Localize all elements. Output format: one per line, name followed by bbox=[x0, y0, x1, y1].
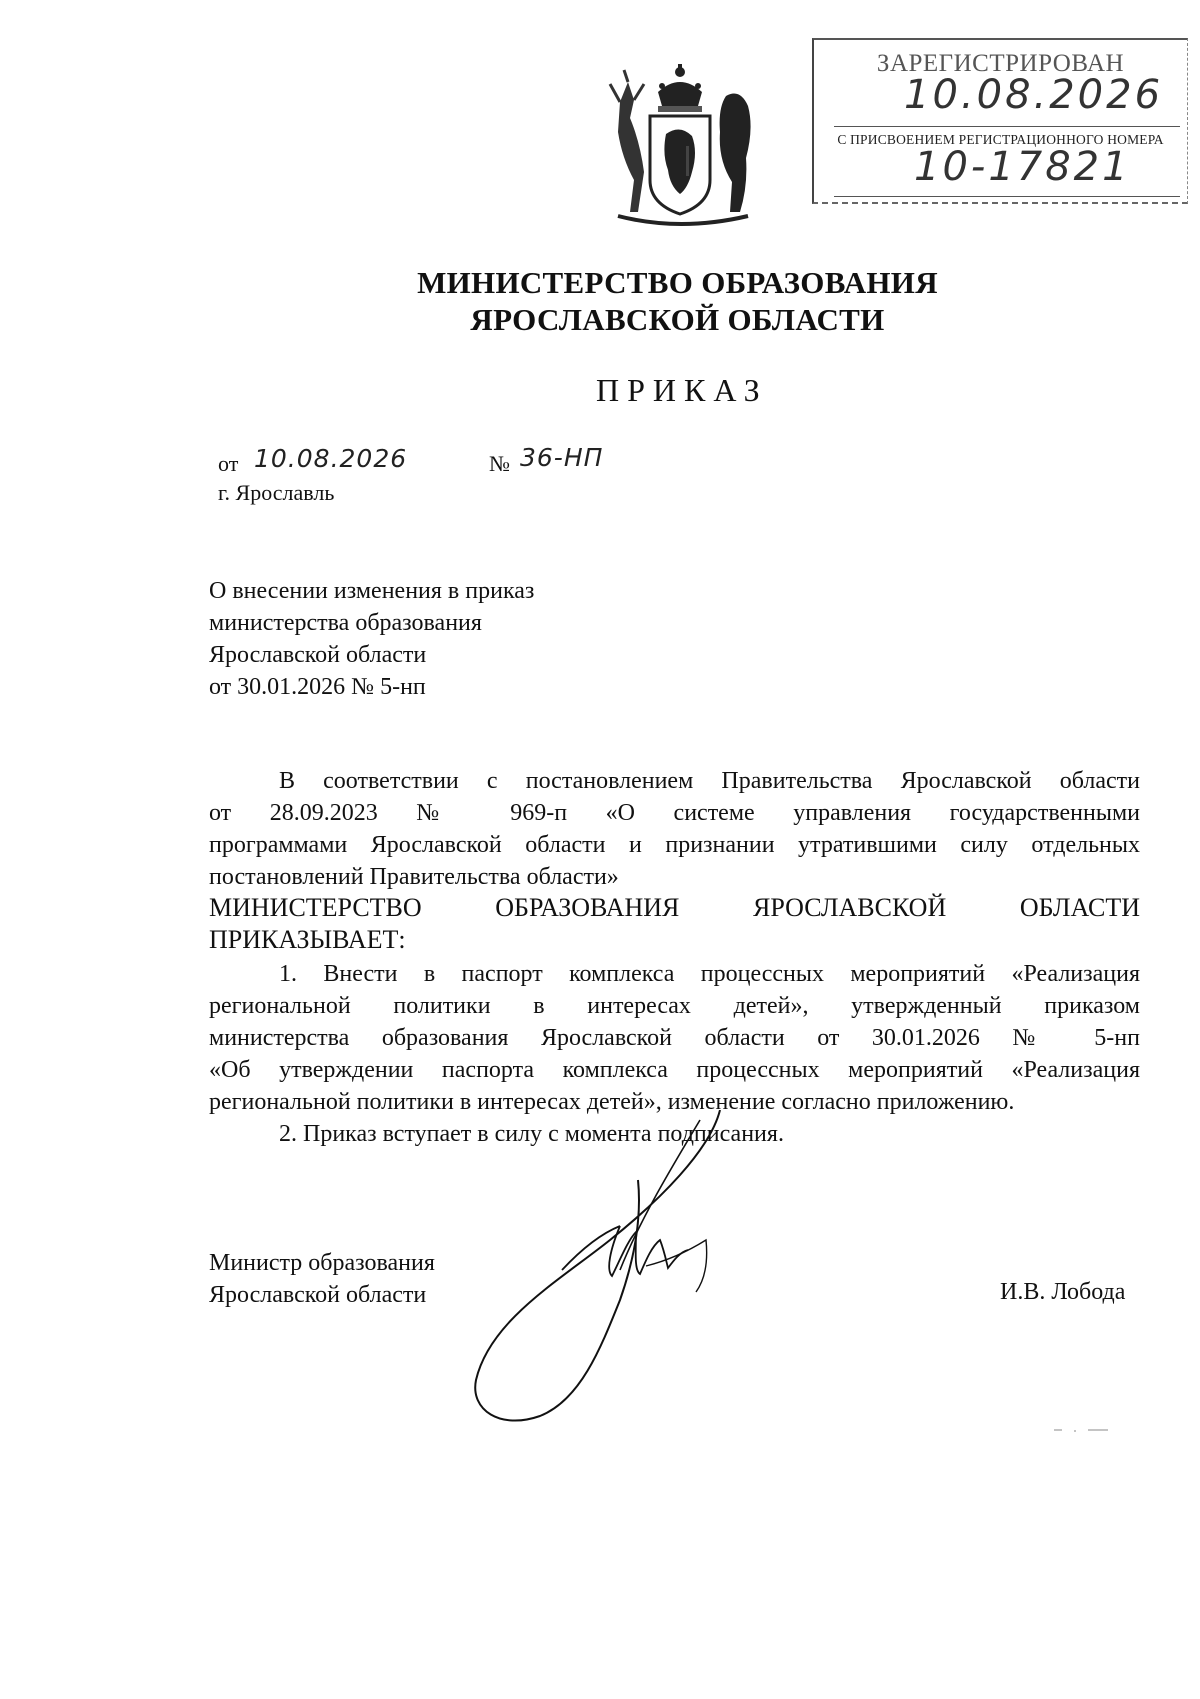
preamble-line: от 28.09.2023 № 969-п «О системе управления государственными bbox=[209, 800, 1140, 826]
decree-heading: МИНИСТЕРСТВО ОБРАЗОВАНИЯ ЯРОСЛАВСКОЙ ОБЛАСТИ bbox=[209, 893, 1140, 922]
preamble-line: постановлений Правительства области» bbox=[209, 864, 619, 890]
subject-line: Ярославской области bbox=[209, 642, 427, 668]
coat-of-arms-icon bbox=[600, 62, 760, 230]
signer-position-line: Ярославской области bbox=[209, 1282, 427, 1308]
decree-heading: ПРИКАЗЫВАЕТ: bbox=[209, 925, 406, 954]
item-1-line: региональной политики в интересах детей», изменение согласно приложению. bbox=[209, 1089, 1015, 1115]
ministry-name bbox=[0, 264, 1200, 338]
subject-line: О внесении изменения в приказ bbox=[209, 578, 535, 604]
order-number: 36-НП bbox=[520, 443, 604, 472]
registration-number-caption: С ПРИСВОЕНИЕМ РЕГИСТРАЦИОННОГО НОМЕРА bbox=[837, 132, 1164, 147]
registration-stamp-title: ЗАРЕГИСТРИРОВАН bbox=[876, 50, 1125, 77]
preamble-line: В соответствии с постановлением Правительства Ярославской области bbox=[279, 768, 1140, 794]
divider bbox=[834, 126, 1180, 127]
date-prefix: от bbox=[218, 451, 239, 476]
registration-stamp bbox=[812, 38, 1188, 204]
document-type-title: ПРИКАЗ bbox=[596, 372, 768, 408]
city: г. Ярославль bbox=[218, 480, 335, 505]
item-1-line: министерства образования Ярославской области от 30.01.2026 № 5-нп bbox=[209, 1025, 1140, 1051]
subject-line: от 30.01.2026 № 5-нп bbox=[209, 674, 426, 700]
item-1-line: «Об утверждении паспорта комплекса процессных мероприятий «Реализация bbox=[209, 1057, 1140, 1083]
item-1-line: региональной политики в интересах детей», утвержденный приказом bbox=[209, 993, 1140, 1019]
order-date: 10.08.2026 bbox=[254, 444, 408, 473]
item-1-line: 1. Внести в паспорт комплекса процессных мероприятий «Реализация bbox=[279, 961, 1140, 987]
signer-position-line: Министр образования bbox=[209, 1250, 435, 1276]
registration-number: 10-17821 bbox=[914, 144, 1131, 190]
signer-name: И.В. Лобода bbox=[1000, 1279, 1126, 1305]
scan-artifact bbox=[1052, 1426, 1112, 1437]
ministry-name-line: ЯРОСЛАВСКОЙ ОБЛАСТИ bbox=[470, 302, 885, 337]
subject-line: министерства образования bbox=[209, 610, 482, 636]
order-subject bbox=[209, 575, 749, 703]
handwritten-signature bbox=[470, 1110, 770, 1430]
signer-position bbox=[209, 1247, 435, 1311]
item-2: 2. Приказ вступает в силу с момента подписания. bbox=[279, 1121, 784, 1147]
number-prefix: № bbox=[489, 451, 510, 476]
divider bbox=[834, 196, 1180, 197]
registration-date: 10.08.2026 bbox=[904, 72, 1164, 118]
ministry-name-line: МИНИСТЕРСТВО ОБРАЗОВАНИЯ bbox=[417, 265, 938, 300]
preamble-line: программами Ярославской области и признании утратившими силу отдельных bbox=[209, 832, 1140, 858]
